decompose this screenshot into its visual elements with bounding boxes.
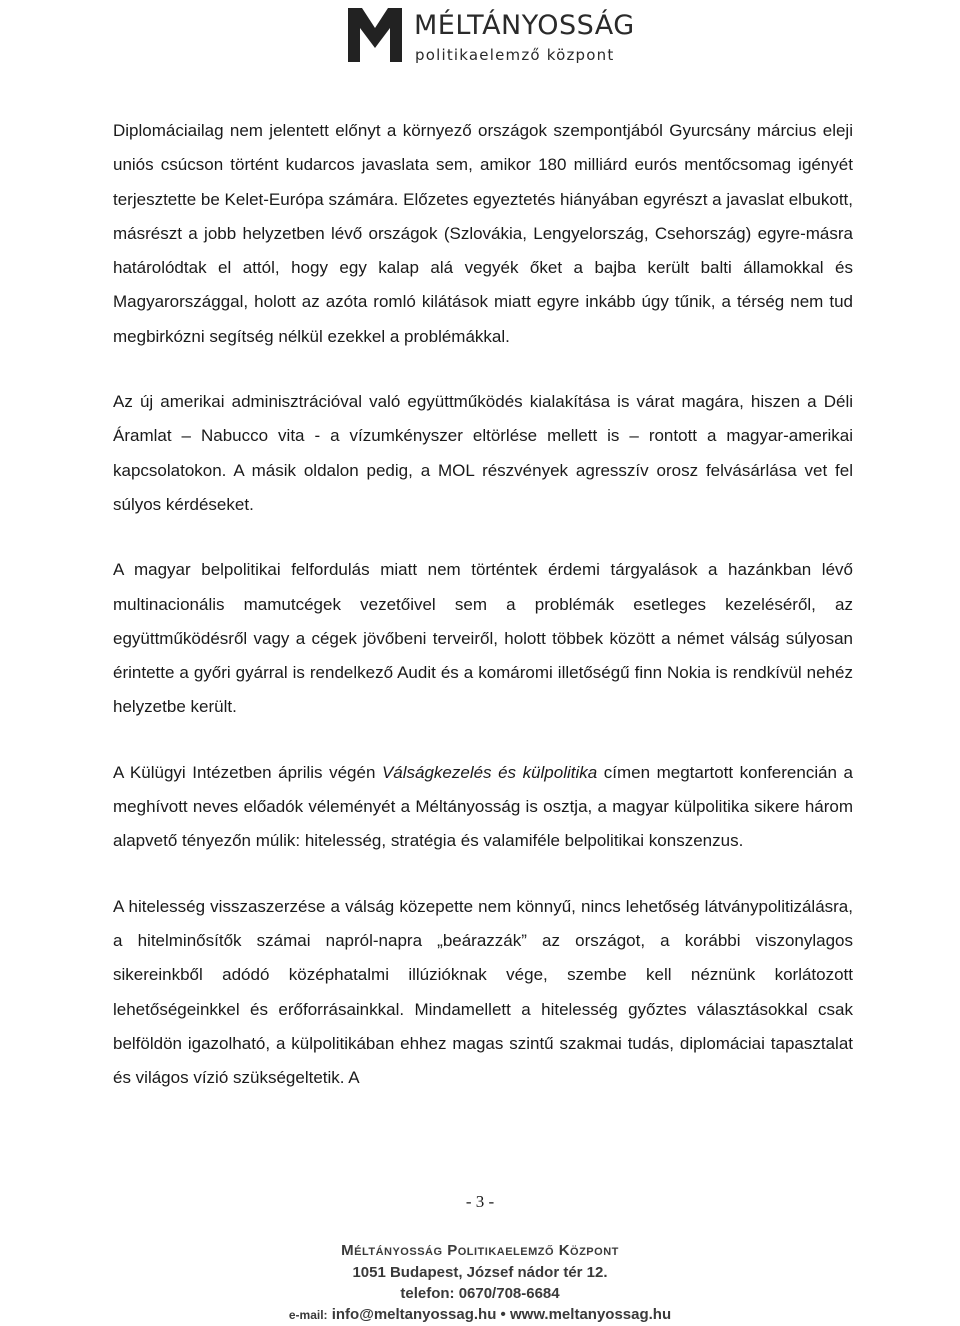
footer-separator: •	[500, 1306, 506, 1323]
paragraph-4	[113, 756, 853, 859]
paragraph-4-lead: A Külügyi Intézetben április végén	[113, 762, 382, 782]
footer-contact	[0, 1304, 960, 1326]
page-number: - 3 -	[465, 1192, 495, 1211]
paragraph-3: A magyar belpolitikai felfordulás miatt nem történtek érdemi tárgyalások a hazánkban lévő multinacionális mamutcégek vezetőivel sem a problémák esetleges kezeléséről, az együttműködésről vagy a cégek jövőbeni terveiről, holott többek között a német válság súlyosan érintette a győri gyárral is rendelkező Audit és a komáromi illetőségű finn Nokia is rendkívül nehéz helyzetbe került.	[113, 560, 853, 717]
paragraph-5: A hitelesség visszaszerzése a válság közepette nem könnyű, nincs lehetőség látványpolitizálásra, a hitelminősítők számai napról-napra „beárazzák” az országot, a korábbi viszonylagos sikereinkből adódó középhatalmi illúzióknak vége, szembe kell néznünk korlátozott lehetőségeinkkel és erőforrásainkkal. Mindamellett a hitelesség győztes választásokkal csak belföldön igazolható, a külpolitikában ehhez magas szintű szakmai tudás, diplomáciai tapasztalat és világos vízió szükségeltetik. A	[113, 896, 853, 1088]
paragraph-4-conference-title: Válságkezelés és külpolitika	[381, 762, 598, 782]
paragraph-2: Az új amerikai adminisztrációval való együttműködés kialakítása is várat magára, hiszen a Déli Áramlat – Nabucco vita - a vízumkényszer eltörlése mellett is – rontott a magyar-amerikai kapcsolatokon. A másik oldalon pedig, a MOL részvények agresszív orosz felvásárlása vet fel súlyos kérdéseket.	[113, 392, 853, 514]
document-body	[113, 114, 853, 1126]
footer	[0, 1240, 960, 1326]
footer-address: 1051 Budapest, József nádor tér 12.	[352, 1264, 608, 1281]
paragraph-1: Diplomáciailag nem jelentett előnyt a környező országok szempontjából Gyurcsány március eleji uniós csúcson történt kudarcos javaslata sem, amikor 180 milliárd eurós mentőcsomag igényét terjesztette be Kelet-Európa számára. Előzetes egyeztetés hiányában egyrészt a javaslat elbukott, másrészt a jobb helyzetben lévő országok (Szlovákia, Lengyelország, Csehország) egyre-másra határolódtak el attól, hogy egy kalap alá vegyék őket a bajba került balti államokkal és Magyarországgal, holott az azóta romló kilátások miatt egyre inkább úgy tűnik, a térség nem tud megbirkózni segítség nélkül ezekkel a problémákkal.	[113, 121, 853, 346]
footer-email-label: e-mail:	[288, 1308, 328, 1322]
footer-org-name: Méltányosság Politikaelemző Központ	[341, 1242, 619, 1259]
logo-m-mark-icon	[346, 6, 404, 64]
logo-title: MÉLTÁNYOSSÁG	[414, 10, 635, 41]
paragraph-4-rest: címen megtartott konferencián a meghívott neves előadók véleményét a Méltányosság is osztja, a magyar külpolitika sikere három alapvető tényezőn múlik: hitelesség, stratégia és valamiféle belpolitikai konszenzus.	[113, 762, 853, 851]
logo-subtitle: politikaelemző központ	[415, 46, 615, 64]
footer-email-link[interactable]: info@meltanyossag.hu	[331, 1306, 497, 1323]
footer-phone: telefon: 0670/708-6684	[400, 1285, 560, 1302]
footer-web-link[interactable]: www.meltanyossag.hu	[509, 1306, 672, 1323]
logo	[346, 6, 636, 64]
